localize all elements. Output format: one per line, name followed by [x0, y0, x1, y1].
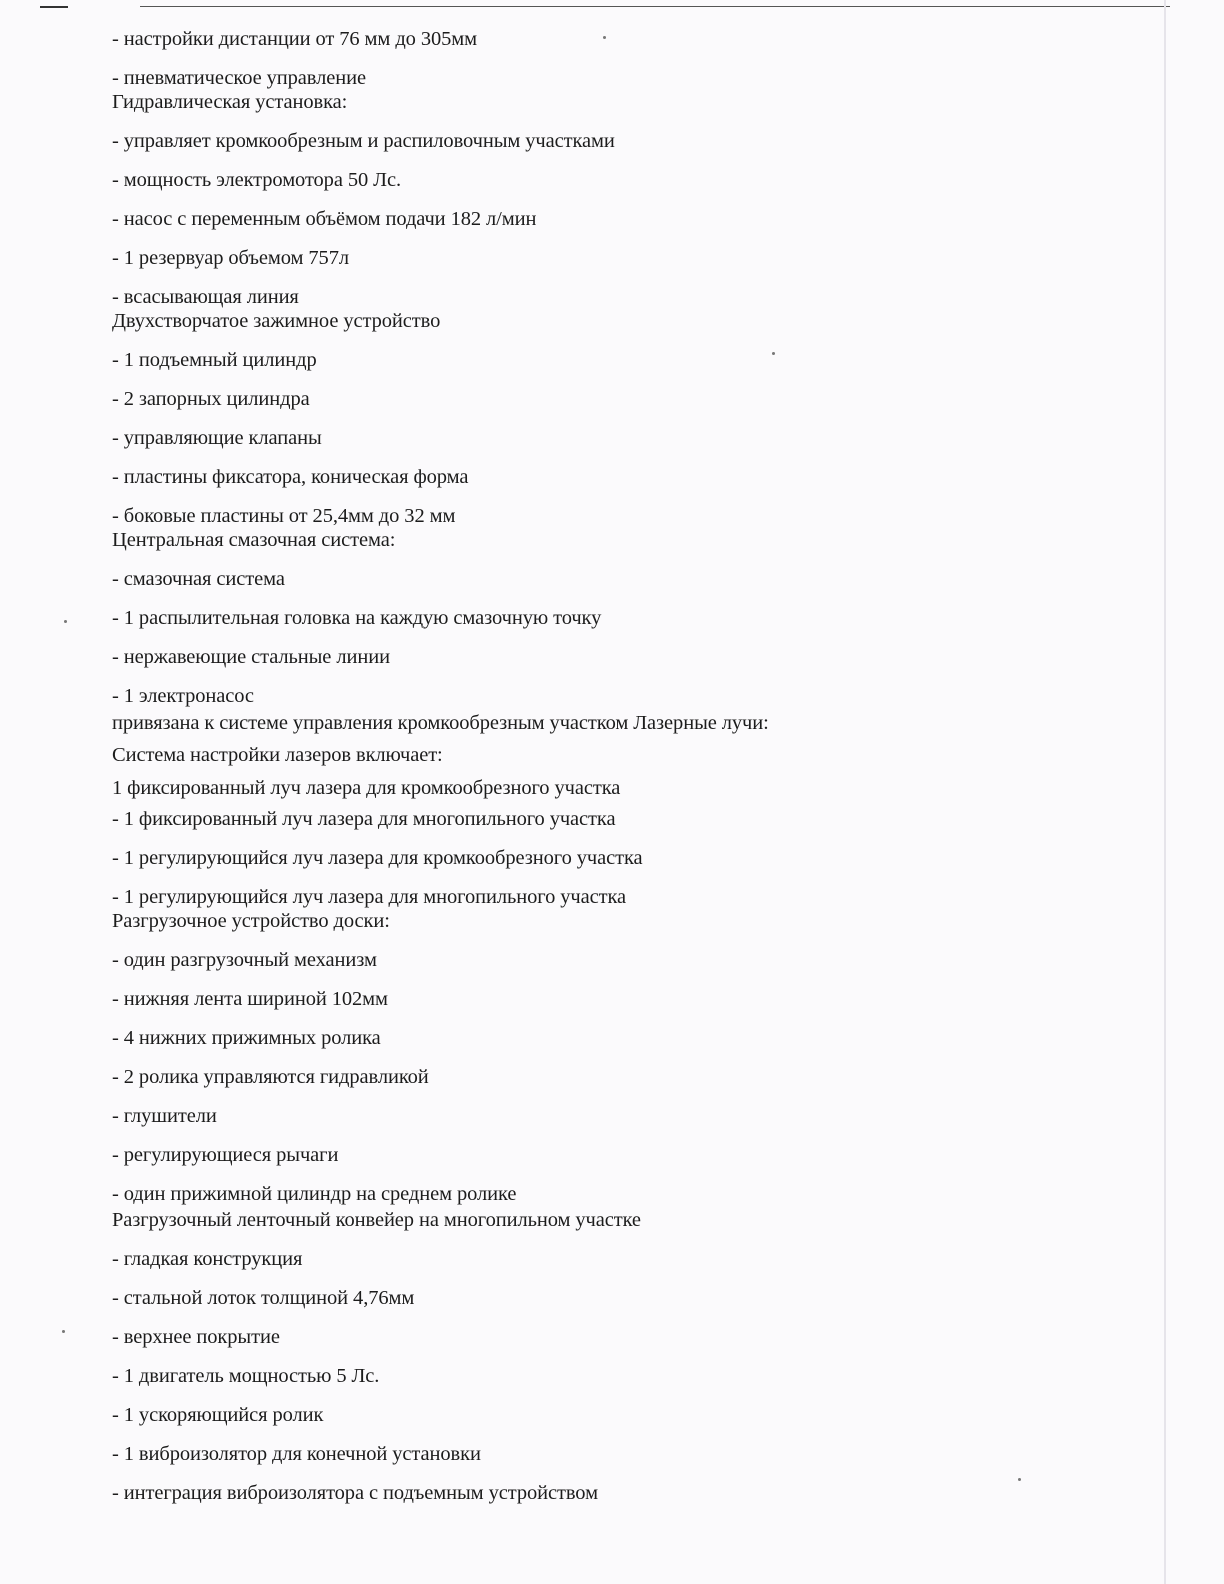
text-line: - 1 регулирующийся луч лазера для кромкообрезного участка — [112, 847, 643, 869]
text-line: - один разгрузочный механизм — [112, 949, 377, 971]
text-line: - глушители — [112, 1105, 217, 1127]
text-line: - 1 электронасос — [112, 685, 254, 707]
text-line: - регулирующиеся рычаги — [112, 1144, 339, 1166]
text-line: - 1 фиксированный луч лазера для многопильного участка — [112, 808, 616, 830]
text-line: - 1 подъемный цилиндр — [112, 349, 317, 371]
text-line: - мощность электромотора 50 Лс. — [112, 169, 402, 191]
text-line: - один прижимной цилиндр на среднем ролике — [112, 1183, 517, 1205]
text-line: - 1 виброизолятор для конечной установки — [112, 1443, 481, 1465]
scan-corner-mark — [40, 6, 68, 8]
text-line: - нижняя лента шириной 102мм — [112, 988, 388, 1010]
text-line: - 1 ускоряющийся ролик — [112, 1404, 324, 1426]
text-line: - управляющие клапаны — [112, 427, 322, 449]
text-line: - гладкая конструкция — [112, 1248, 303, 1270]
text-line: - стальной лоток толщиной 4,76мм — [112, 1287, 415, 1309]
section-heading: Разгрузочное устройство доски: — [112, 910, 390, 932]
text-line: - интеграция виброизолятора с подъемным устройством — [112, 1482, 598, 1504]
section-heading: Центральная смазочная система: — [112, 529, 396, 551]
text-line: - 1 регулирующийся луч лазера для многопильного участка — [112, 886, 627, 908]
text-line: - 1 резервуар объемом 757л — [112, 247, 349, 269]
section-heading: Разгрузочный ленточный конвейер на многопильном участке — [112, 1209, 641, 1231]
text-line: - насос с переменным объёмом подачи 182 л/мин — [112, 208, 537, 230]
text-line: - верхнее покрытие — [112, 1326, 280, 1348]
text-line: - 1 двигатель мощностью 5 Лс. — [112, 1365, 380, 1387]
text-line: - 1 распылительная головка на каждую смазочную точку — [112, 607, 602, 629]
document-body — [112, 24, 1152, 1505]
text-line: - 2 ролика управляются гидравликой — [112, 1066, 429, 1088]
section-heading: Двухстворчатое зажимное устройство — [112, 310, 441, 332]
text-line: - смазочная система — [112, 568, 285, 590]
scan-right-edge — [1164, 0, 1166, 1584]
section-heading: Гидравлическая установка: — [112, 91, 348, 113]
text-line: - управляет кромкообрезным и распиловочным участками — [112, 130, 615, 152]
text-line: - пластины фиксатора, коническая форма — [112, 466, 469, 488]
text-line: 1 фиксированный луч лазера для кромкообрезного участка — [112, 777, 621, 799]
scan-speck — [64, 620, 67, 623]
scan-top-edge — [140, 6, 1170, 7]
text-line: - настройки дистанции от 76 мм до 305мм — [112, 28, 478, 50]
text-line: - всасывающая линия — [112, 286, 299, 308]
text-line: - боковые пластины от 25,4мм до 32 мм — [112, 505, 456, 527]
text-line: - 2 запорных цилиндра — [112, 388, 310, 410]
text-line: привязана к системе управления кромкообрезным участком Лазерные лучи: — [112, 712, 769, 734]
text-line: - нержавеющие стальные линии — [112, 646, 390, 668]
section-heading: Система настройки лазеров включает: — [112, 744, 443, 766]
text-line: - 4 нижних прижимных ролика — [112, 1027, 381, 1049]
scan-speck — [62, 1330, 65, 1333]
text-line: - пневматическое управление — [112, 67, 366, 89]
